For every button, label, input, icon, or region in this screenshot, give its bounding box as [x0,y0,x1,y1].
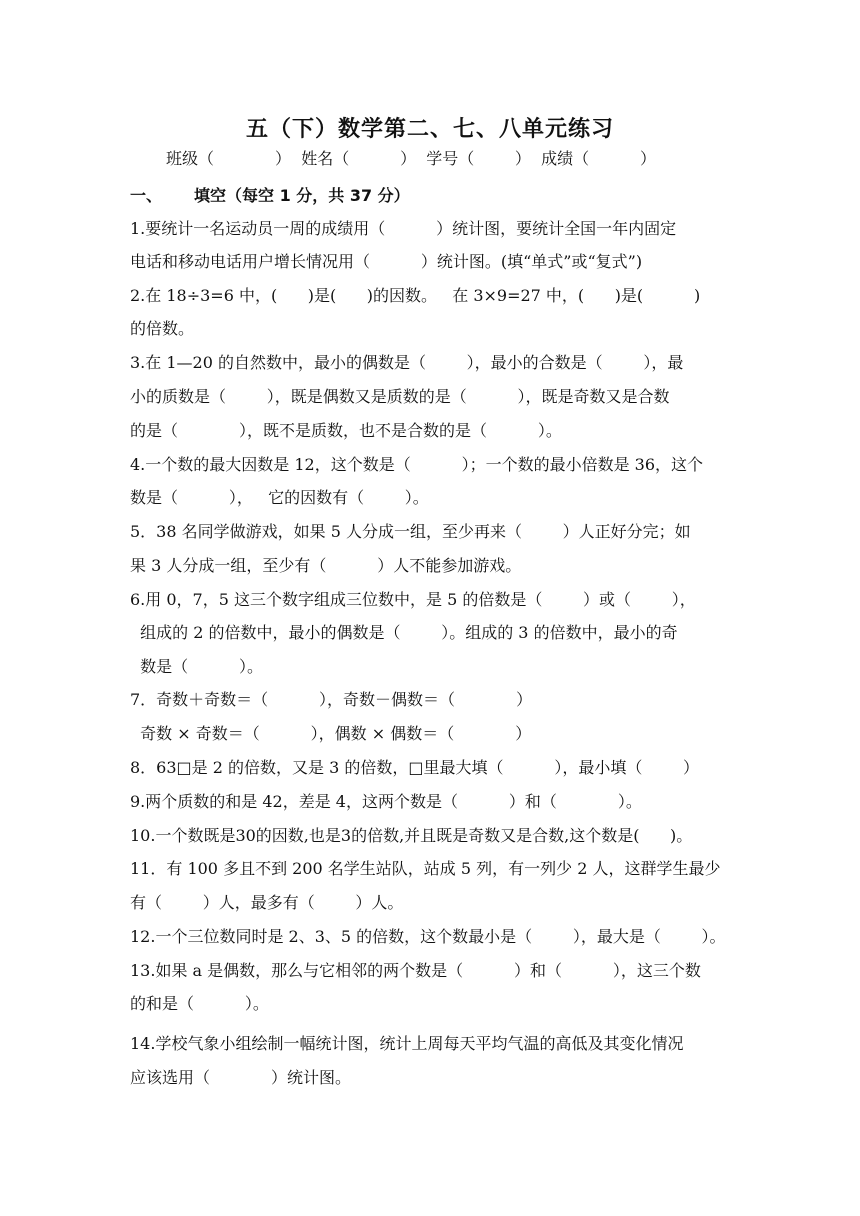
page-title: 五（下）数学第二、七、八单元练习 [245,117,614,142]
question-line: 9.两个质数的和是 42，差是 4，这两个数是（ ）和（ ）。 [130,792,642,811]
question-line: 数是（ ）， 它的因数有（ ）。 [130,488,429,507]
question-line: 5．38 名同学做游戏，如果 5 人分成一组，至少再来（ ）人正好分完；如 [130,522,691,541]
question-line: 数是（ ）。 [130,657,264,676]
question-line: 13.如果 a 是偶数，那么与它相邻的两个数是（ ）和（ ），这三个数 [130,961,701,980]
question-line: 的倍数。 [130,319,195,338]
question-line: 7．奇数＋奇数＝（ ），奇数－偶数＝（ ） [130,690,533,709]
question-line: 奇数 × 奇数＝（ ），偶数 × 偶数＝（ ） [130,724,532,743]
question-line: 1.要统计一名运动员一周的成绩用（ ）统计图，要统计全国一年内固定 [130,219,677,238]
question-line: 果 3 人分成一组，至少有（ ）人不能参加游戏。 [130,556,522,575]
question-line: 2.在 18÷3=6 中，( )是( )的因数。 在 3×9=27 中，( )是( ) [130,286,701,305]
question-line: 6.用 0，7，5 这三个数字组成三位数中，是 5 的倍数是（ ）或（ ）， [130,590,696,609]
question-line: 组成的 2 的倍数中，最小的偶数是（ ）。组成的 3 的倍数中，最小的奇 [130,623,678,642]
question-line: 8．63□是 2 的倍数，又是 3 的倍数，□里最大填（ ），最小填（ ） [130,758,700,777]
question-line: 的是（ ），既不是质数，也不是合数的是（ ）。 [130,421,562,440]
question-line: 4.一个数的最大因数是 12，这个数是（ ）；一个数的最小倍数是 36，这个 [130,455,704,474]
section-number: 一、 [130,186,163,205]
section-heading: 填空（每空 1 分，共 37 分） [194,186,410,205]
question-line: 小的质数是（ ），既是偶数又是质数的是（ ），既是奇数又是合数 [130,387,670,406]
question-line: 10.一个数既是30的因数,也是3的倍数,并且既是奇数又是合数,这个数是( )。 [130,826,693,845]
question-line: 12.一个三位数同时是 2、3、5 的倍数，这个数最小是（ ），最大是（ ）。 [130,927,726,946]
question-line: 的和是（ ）。 [130,994,269,1013]
student-info-line: 班级（ ） 姓名（ ） 学号（ ） 成绩（ ） [166,149,656,168]
question-line: 14.学校气象小组绘制一幅统计图，统计上周每天平均气温的高低及其变化情况 [130,1034,684,1053]
question-line: 电话和移动电话用户增长情况用（ ）统计图。(填“单式”或“复式”) [130,252,643,271]
question-line: 11．有 100 多且不到 200 名学生站队，站成 5 列，有一列少 2 人，这群学生最少 [130,859,721,878]
question-line: 应该选用（ ）统计图。 [130,1068,352,1087]
question-line: 3.在 1—20 的自然数中，最小的偶数是（ ），最小的合数是（ ），最 [130,353,684,372]
question-line: 有（ ）人，最多有（ ）人。 [130,893,404,912]
